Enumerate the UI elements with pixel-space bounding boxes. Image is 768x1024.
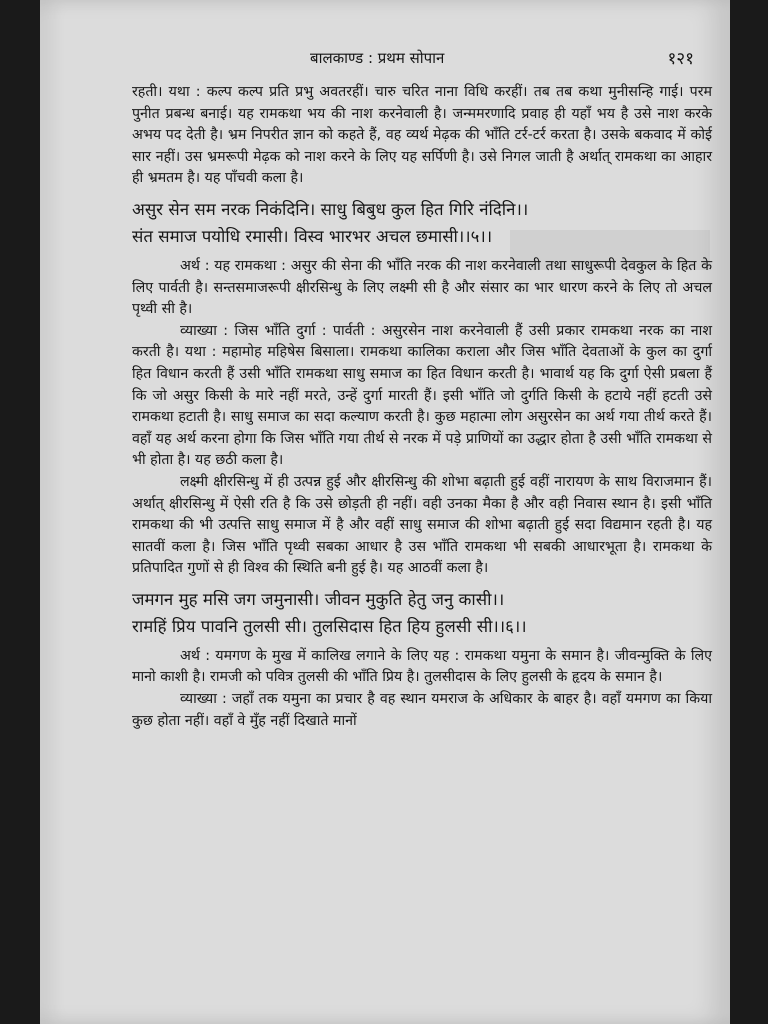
meaning-paragraph: अर्थ : यमगण के मुख में कालिख लगाने के लिए यह : रामकथा यमुना के समान है। जीवन्मुक्ति के लिए मानो काशी है। रामजी को पवित्र तुलसी की भाँति प्रिय है। तुलसीदास के लिए हुलसी के हृदय के समान है। bbox=[132, 647, 712, 686]
page-body bbox=[132, 82, 712, 732]
page-number: १२१ bbox=[667, 49, 694, 69]
chapter-title: बालकाण्ड : प्रथम सोपान bbox=[310, 49, 445, 67]
chaupai-verse-5 bbox=[132, 196, 712, 250]
commentary-paragraph: लक्ष्मी क्षीरसिन्धु में ही उत्पन्न हुई और क्षीरसिन्धु की शोभा बढ़ाती हुई वहीं नारायण के साथ विराजमान हैं। अर्थात् क्षीरसिन्धु में ऐसी रति है कि उसे छोड़ती ही नहीं। वही उनका मैका है और वही निवास स्थान है। इसी भाँति रामकथा की भी उत्पत्ति साधु समाज में है और वहीं साधु समाज की शोभा बढ़ाती हुई सदा विद्यमान रहती है। यह सातवीं कला है। जिस भाँति पृथ्वी सबका आधार है उस भाँति रामकथा भी सबकी आधारभूता है। रामकथा के प्रतिपादित गुणों से ही विश्व की स्थिति बनी हुई है। यह आठवीं कला है। bbox=[132, 473, 712, 577]
commentary-paragraph: व्याख्या : जहाँ तक यमुना का प्रचार है वह स्थान यमराज के अधिकार के बाहर है। वहाँ यमगण का किया कुछ होता नहीं। वहाँ वे मुँह नहीं दिखाते मानों bbox=[132, 691, 712, 729]
verse-line: संत समाज पयोधि रमासी। विस्व भारभर अचल छमासी।।५।। bbox=[132, 225, 493, 246]
verse-line: असुर सेन सम नरक निकंदिनि। साधु बिबुध कुल हित गिरि नंदिनि।। bbox=[132, 198, 529, 219]
commentary-paragraph: व्याख्या : जिस भाँति दुर्गा : पार्वती : असुरसेन नाश करनेवाली हैं उसी प्रकार रामकथा नरक का नाश करती है। यथा : महामोह महिषेस बिसाला। रामकथा कालिका कराला और जिस भाँति देवताओं के कुल का दुर्गा हित विधान करती हैं उसी भाँति रामकथा साधु समाज का हित विधान करती है। भावार्थ यह कि दुर्गा ऐसी प्रबला हैं कि जो असुर किसी के मारे नहीं मरते, उन्हें दुर्गा मारती हैं। इसी भाँति जो दुर्गति किसी के हटाये नहीं हटती उसे रामकथा हटाती है। साधु समाज का सदा कल्याण करती है। कुछ महात्मा लोग असुरसेन का अर्थ गया तीर्थ करते हैं। वहाँ यह अर्थ करना होगा कि जिस भाँति गया तीर्थ से नरक में पड़े प्राणियों का उद्धार होता है उसी भाँति रामकथा से भी होता है। यह छठी कला है। bbox=[132, 322, 712, 469]
verse-line: जमगन मुह मसि जग जमुनासी। जीवन मुकुति हेतु जनु कासी।। bbox=[132, 588, 505, 609]
verse-line: रामहिं प्रिय पावनि तुलसी सी। तुलसिदास हित हिय हुलसी सी।।६।। bbox=[132, 615, 527, 636]
chaupai-verse-6 bbox=[132, 586, 712, 640]
paragraph-continued: रहती। यथा : कल्प कल्प प्रति प्रभु अवतरहीं। चारु चरित नाना विधि करहीं। तब तब कथा मुनीसन्हि गाई। परम पुनीत प्रबन्ध बनाई। यह रामकथा भय की नाश करनेवाली है। जन्ममरणादि प्रवाह ही यहाँ भय है उसे नाश करके अभय पद देती है। भ्रम निपरीत ज्ञान को कहते हैं, वह व्यर्थ मेढ़क की भाँति टर्र-टर्र करता है। उसके बकवाद में कोई सार नहीं। उस भ्रमरूपी मेढ़क को नाश करने के लिए यह सर्पिणी है। उसे निगल जाती है अर्थात् रामकथा का आहार ही भ्रमतम है। यह पाँचवी कला है। bbox=[132, 84, 712, 187]
running-header bbox=[40, 48, 730, 72]
meaning-paragraph: अर्थ : यह रामकथा : असुर की सेना की भाँति नरक की नाश करनेवाली तथा साधुरूपी देवकुल के हित के लिए पार्वती है। सन्तसमाजरूपी क्षीरसिन्धु के लिए लक्ष्मी सी है और संसार का भार धारण करने के लिए तो अचल पृथ्वी सी है। bbox=[132, 257, 712, 318]
book-page bbox=[40, 0, 730, 1024]
